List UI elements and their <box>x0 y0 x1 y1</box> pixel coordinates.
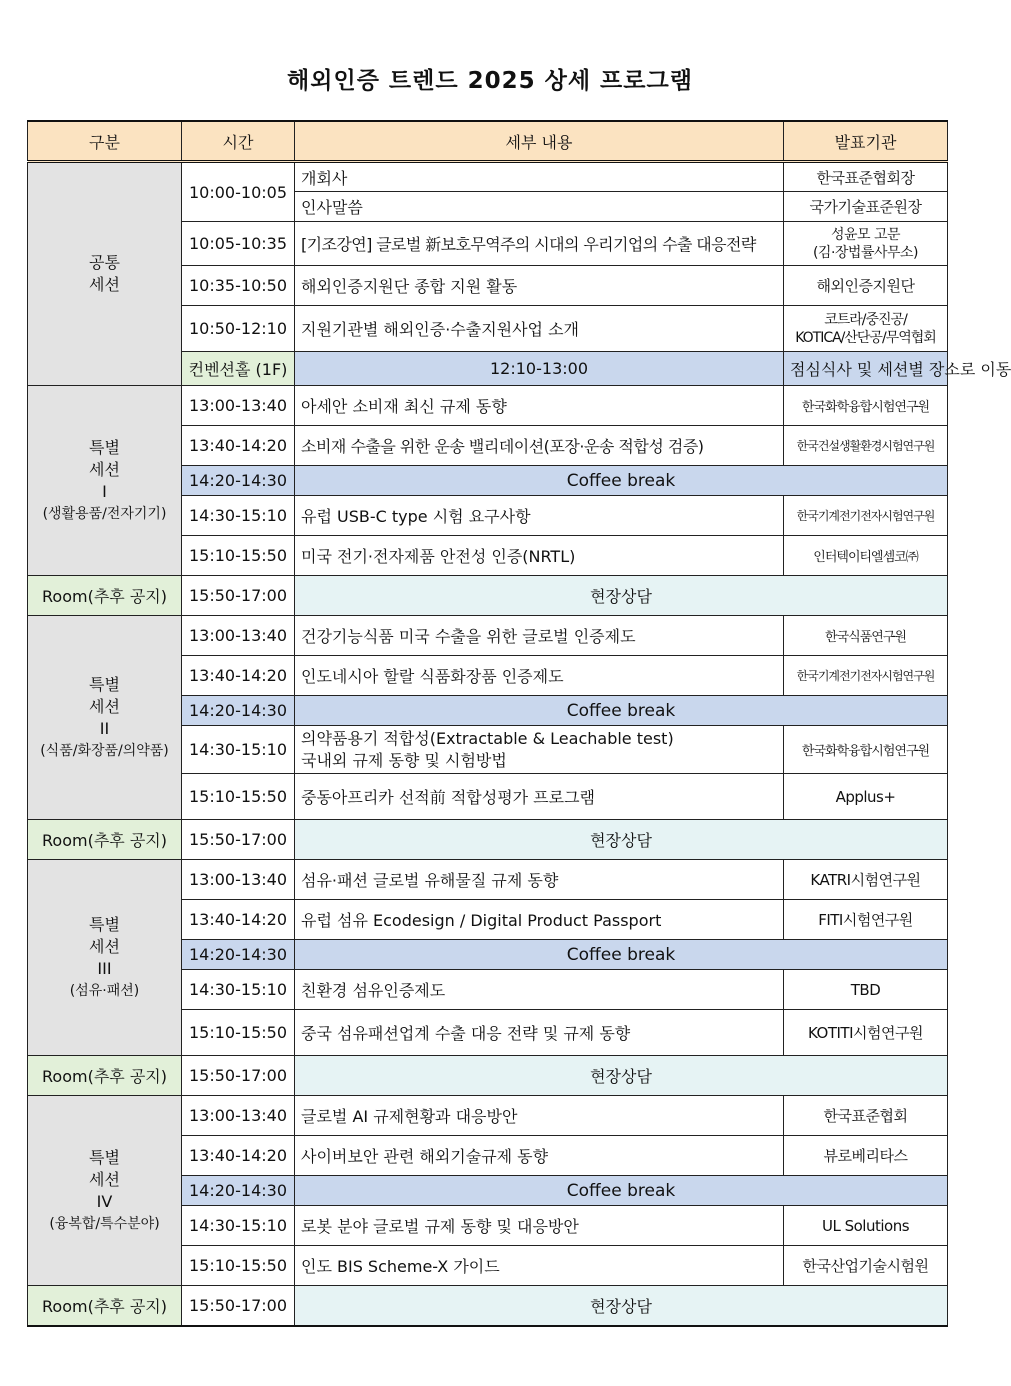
org-line: 성윤모 고문 <box>830 226 901 243</box>
time-cell: 10:00-10:05 <box>182 162 295 222</box>
lunch-venue: 컨벤션홀 (1F) <box>182 352 295 386</box>
onsite-venue: Room(추후 공지) <box>28 1286 182 1326</box>
org-cell: 한국화학융합시험연구원 <box>784 726 948 774</box>
time-cell: 10:05-10:35 <box>182 222 295 266</box>
time-cell: 10:35-10:50 <box>182 266 295 306</box>
section-name-line: 특별 <box>89 914 120 934</box>
section-name-line: 세션 <box>89 696 120 716</box>
time-cell: 13:00-13:40 <box>182 616 295 656</box>
content-cell: 개회사 <box>295 162 784 192</box>
header-content: 세부 내용 <box>295 121 784 162</box>
time-cell: 13:00-13:40 <box>182 1096 295 1136</box>
section-label-3 <box>28 860 182 1056</box>
org-cell: 한국기계전기전자시험연구원 <box>784 656 948 696</box>
content-cell: 아세안 소비재 최신 규제 동향 <box>295 386 784 426</box>
time-cell: 13:40-14:20 <box>182 900 295 940</box>
content-cell: 중동아프리카 선적前 적합성평가 프로그램 <box>295 774 784 820</box>
content-cell <box>295 726 784 774</box>
content-cell: 유럽 USB-C type 시험 요구사항 <box>295 496 784 536</box>
section-name-line: II <box>99 718 110 738</box>
time-cell: 15:50-17:00 <box>182 1286 295 1326</box>
onsite-content: 현장상담 <box>295 576 948 616</box>
content-cell: 인도 BIS Scheme-X 가이드 <box>295 1246 784 1286</box>
section-label-2 <box>28 616 182 820</box>
time-cell: 10:50-12:10 <box>182 306 295 352</box>
onsite-content: 현장상담 <box>295 1056 948 1096</box>
table-row <box>28 386 948 426</box>
table-row <box>28 1096 948 1136</box>
time-cell: 15:10-15:50 <box>182 774 295 820</box>
coffee-break: Coffee break <box>295 940 948 970</box>
time-cell: 14:30-15:10 <box>182 496 295 536</box>
table-row <box>28 860 948 900</box>
content-cell: 유럽 섬유 Ecodesign / Digital Product Passport <box>295 900 784 940</box>
content-cell: 지원기관별 해외인증·수출지원사업 소개 <box>295 306 784 352</box>
onsite-venue: Room(추후 공지) <box>28 1056 182 1096</box>
table-header-row <box>28 121 948 162</box>
content-line: 국내외 규제 동향 및 시험방법 <box>301 750 507 770</box>
time-cell: 13:00-13:40 <box>182 386 295 426</box>
content-cell: 중국 섬유패션업계 수출 대응 전략 및 규제 동향 <box>295 1010 784 1056</box>
table-row-onsite <box>28 576 948 616</box>
coffee-break: Coffee break <box>295 1176 948 1206</box>
org-cell: 한국표준협회장 <box>784 162 948 192</box>
header-section: 구분 <box>28 121 182 162</box>
org-cell: 한국산업기술시험원 <box>784 1246 948 1286</box>
org-cell: 한국기계전기전자시험연구원 <box>784 496 948 536</box>
section-category: (섬유·패션) <box>69 982 140 999</box>
table-row-onsite <box>28 1286 948 1326</box>
program-table <box>27 120 1011 1327</box>
time-cell: 14:20-14:30 <box>182 1176 295 1206</box>
section-name-line: 공통 <box>89 253 120 272</box>
section-label-1 <box>28 386 182 576</box>
section-name-line: 세션 <box>89 459 120 479</box>
org-cell: 뷰로베리타스 <box>784 1136 948 1176</box>
org-cell: Applus+ <box>784 774 948 820</box>
coffee-break: Coffee break <box>295 466 948 496</box>
content-cell: 건강기능식품 미국 수출을 위한 글로벌 인증제도 <box>295 616 784 656</box>
time-cell: 13:00-13:40 <box>182 860 295 900</box>
content-cell: 미국 전기·전자제품 안전성 인증(NRTL) <box>295 536 784 576</box>
time-cell: 15:50-17:00 <box>182 576 295 616</box>
org-cell: TBD <box>784 970 948 1010</box>
section-name-line: 특별 <box>89 674 120 694</box>
time-cell: 14:20-14:30 <box>182 696 295 726</box>
section-label-4 <box>28 1096 182 1286</box>
section-name-line: III <box>97 958 112 978</box>
content-cell: 글로벌 AI 규제현황과 대응방안 <box>295 1096 784 1136</box>
time-cell: 14:30-15:10 <box>182 1206 295 1246</box>
section-label-common <box>28 162 182 386</box>
time-cell: 15:50-17:00 <box>182 1056 295 1096</box>
time-cell: 14:20-14:30 <box>182 466 295 496</box>
content-cell: 친환경 섬유인증제도 <box>295 970 784 1010</box>
org-cell: 한국식품연구원 <box>784 616 948 656</box>
section-name-line: 특별 <box>89 437 120 457</box>
header-time: 시간 <box>182 121 295 162</box>
org-cell: 인터텍이티엘셈코㈜ <box>784 536 948 576</box>
org-cell: KOTITI시험연구원 <box>784 1010 948 1056</box>
onsite-content: 현장상담 <box>295 1286 948 1326</box>
page-title: 해외인증 트렌드 2025 상세 프로그램 <box>287 68 693 94</box>
section-name-line: IV <box>96 1191 113 1211</box>
time-cell: 13:40-14:20 <box>182 1136 295 1176</box>
lunch-content: 점심식사 및 세션별 장소로 이동 <box>784 352 948 386</box>
time-cell: 12:10-13:00 <box>295 352 784 386</box>
time-cell: 15:10-15:50 <box>182 1010 295 1056</box>
content-cell: 인도네시아 할랄 식품화장품 인증제도 <box>295 656 784 696</box>
org-cell: UL Solutions <box>784 1206 948 1246</box>
org-cell: 한국건설생활환경시험연구원 <box>784 426 948 466</box>
org-cell: 한국표준협회 <box>784 1096 948 1136</box>
table-row <box>28 616 948 656</box>
content-cell: 로봇 분야 글로벌 규제 동향 및 대응방안 <box>295 1206 784 1246</box>
section-name-line: 세션 <box>89 936 120 956</box>
content-cell: 해외인증지원단 종합 지원 활동 <box>295 266 784 306</box>
section-category: (융복합/특수분야) <box>49 1215 160 1232</box>
section-name-line: 특별 <box>89 1147 120 1167</box>
time-cell: 15:50-17:00 <box>182 820 295 860</box>
content-cell: 소비재 수출을 위한 운송 밸리데이션(포장·운송 적합성 검증) <box>295 426 784 466</box>
time-cell: 13:40-14:20 <box>182 656 295 696</box>
org-cell: 국가기술표준원장 <box>784 192 948 222</box>
org-cell: 한국화학융합시험연구원 <box>784 386 948 426</box>
org-line: KOTICA/산단공/무역협회 <box>795 329 936 346</box>
time-cell: 14:30-15:10 <box>182 970 295 1010</box>
org-cell: KATRI시험연구원 <box>784 860 948 900</box>
header-org: 발표기관 <box>784 121 948 162</box>
table-row <box>28 162 948 192</box>
coffee-break: Coffee break <box>295 696 948 726</box>
table-row-onsite <box>28 1056 948 1096</box>
content-cell: 인사말씀 <box>295 192 784 222</box>
org-cell: FITI시험연구원 <box>784 900 948 940</box>
section-name-line: 세션 <box>89 275 120 294</box>
time-cell: 14:30-15:10 <box>182 726 295 774</box>
section-category: (생활용품/전자기기) <box>42 505 167 522</box>
content-cell: 사이버보안 관련 해외기술규제 동향 <box>295 1136 784 1176</box>
org-line: 코트라/중진공/ <box>824 311 907 328</box>
time-cell: 13:40-14:20 <box>182 426 295 466</box>
org-cell <box>784 222 948 266</box>
time-cell: 15:10-15:50 <box>182 536 295 576</box>
onsite-content: 현장상담 <box>295 820 948 860</box>
content-line: 의약품용기 적합성(Extractable & Leachable test) <box>301 728 674 748</box>
org-line: (김·장법률사무소) <box>812 244 919 261</box>
section-name-line: 세션 <box>89 1169 120 1189</box>
onsite-venue: Room(추후 공지) <box>28 820 182 860</box>
content-cell: [기조강연] 글로벌 新보호무역주의 시대의 우리기업의 수출 대응전략 <box>295 222 784 266</box>
org-cell: 해외인증지원단 <box>784 266 948 306</box>
content-cell: 섬유·패션 글로벌 유해물질 규제 동향 <box>295 860 784 900</box>
org-cell <box>784 306 948 352</box>
onsite-venue: Room(추후 공지) <box>28 576 182 616</box>
time-cell: 15:10-15:50 <box>182 1246 295 1286</box>
time-cell: 14:20-14:30 <box>182 940 295 970</box>
section-name-line: I <box>102 481 107 501</box>
section-category: (식품/화장품/의약품) <box>40 742 169 759</box>
table-row-onsite <box>28 820 948 860</box>
